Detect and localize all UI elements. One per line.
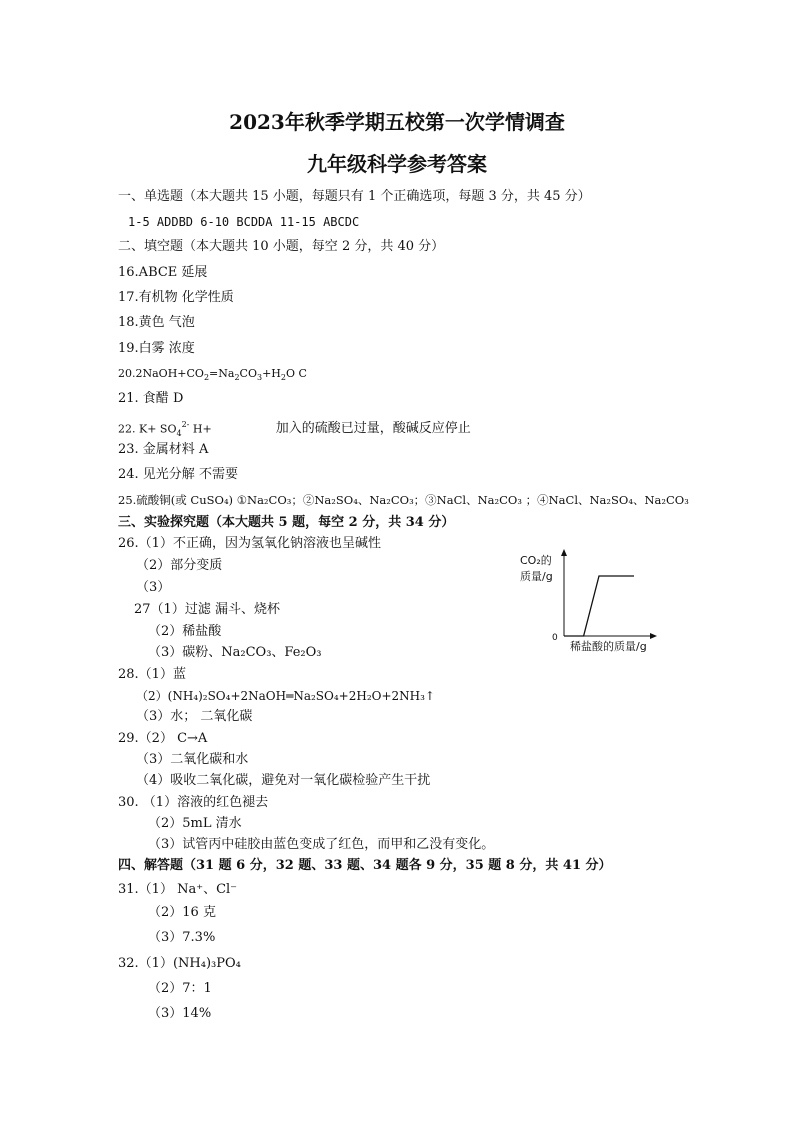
answer-31-2: （2）16 克 bbox=[148, 905, 216, 920]
answer-31-1: 31.（1） Na⁺、Cl⁻ bbox=[118, 882, 238, 897]
answer-27-3: （3）碳粉、Na₂CO₃、Fe₂O₃ bbox=[148, 645, 322, 660]
answer-17: 17.有机物 化学性质 bbox=[118, 290, 234, 305]
answer-30-1: 30. （1）溶液的红色褪去 bbox=[118, 795, 269, 810]
answer-30-2: （2）5mL 清水 bbox=[148, 816, 242, 831]
answer-21: 21. 食醋 D bbox=[118, 391, 184, 406]
section-3-heading: 三、实验探究题（本大题共 5 题，每空 2 分，共 34 分） bbox=[118, 515, 455, 530]
answer-29-2: 29.（2） C→A bbox=[118, 731, 208, 746]
answer-28-3: （3）水； 二氧化碳 bbox=[136, 709, 253, 724]
answer-19: 19.白雾 浓度 bbox=[118, 341, 195, 356]
answer-29-3: （3）二氧化碳和水 bbox=[136, 752, 249, 767]
answer-26-2: （2）部分变质 bbox=[136, 558, 223, 573]
answer-20: $20.2NaOH+CO_2=Na_2CO_3+H_2O$ C bbox=[118, 367, 307, 383]
section-2-heading: 二、填空题（本大题共 10 小题，每空 2 分，共 40 分） bbox=[118, 239, 445, 254]
answer-28-2: （2）(NH₄)₂SO₄+2NaOH═Na₂SO₄+2H₂O+2NH₃↑ bbox=[136, 689, 435, 703]
chart-ylabel-line2: 质量/g bbox=[520, 570, 553, 583]
answer-22: 22. $K+ SO_4^{2-}$ H+ 加入的硫酸已过量，酸碱反应停止 bbox=[118, 420, 471, 438]
answer-18: 18.黄色 气泡 bbox=[118, 315, 195, 330]
co2-chart bbox=[518, 548, 658, 658]
answer-32-1: 32.（1）(NH₄)₃PO₄ bbox=[118, 956, 241, 971]
section-1-heading: 一、单选题（本大题共 15 小题，每题只有 1 个正确选项，每题 3 分，共 45 分） bbox=[118, 189, 591, 204]
chart-series-line-0 bbox=[564, 576, 634, 636]
answer-25: 25.硫酸铜(或 CuSO₄) ①Na₂CO₃；②Na₂SO₄、Na₂CO₃；③NaCl、Na₂CO₃ ；④NaCl、Na₂SO₄、Na₂CO₃ bbox=[118, 493, 689, 507]
chart-y-arrow bbox=[561, 549, 567, 556]
answer-24: 24. 见光分解 不需要 bbox=[118, 467, 238, 482]
chart-xlabel: 稀盐酸的质量/g bbox=[570, 640, 647, 653]
answer-16: 16.ABCE 延展 bbox=[118, 265, 208, 280]
answer-32-2: （2）7：1 bbox=[148, 981, 212, 996]
chart-ylabel-line1: CO₂的 bbox=[520, 554, 552, 567]
answer-32-3: （3）14% bbox=[148, 1006, 212, 1021]
answer-29-4: （4）吸收二氧化碳，避免对一氧化碳检验产生干扰 bbox=[136, 773, 431, 788]
answer-28-1: 28.（1）蓝 bbox=[118, 667, 186, 682]
chart-x-arrow bbox=[650, 633, 657, 639]
answer-26-1: 26.（1）不正确，因为氢氧化钠溶液也呈碱性 bbox=[118, 536, 381, 551]
chart-origin-label: 0 bbox=[552, 633, 558, 643]
section-4-heading: 四、解答题（31 题 6 分，32 题、33 题、34 题各 9 分，35 题 8 分，共 41 分） bbox=[118, 858, 612, 873]
page-title: 2023年秋季学期五校第一次学情调查 bbox=[229, 110, 565, 134]
answer-31-3: （3）7.3% bbox=[148, 930, 216, 945]
answer-27-1: 27（1）过滤 漏斗、烧杯 bbox=[134, 602, 280, 617]
answer-30-3: （3）试管丙中硅胶由蓝色变成了红色，而甲和乙没有变化。 bbox=[148, 837, 495, 852]
chart-series-layer bbox=[564, 576, 634, 636]
answer-23: 23. 金属材料 A bbox=[118, 442, 209, 457]
mcq-answers: 1-5 ADDBD 6-10 BCDDA 11-15 ABCDC bbox=[128, 215, 360, 229]
answer-26-3: （3） bbox=[136, 580, 171, 595]
page-subtitle: 九年级科学参考答案 bbox=[307, 152, 487, 176]
answer-27-2: （2）稀盐酸 bbox=[148, 624, 222, 639]
